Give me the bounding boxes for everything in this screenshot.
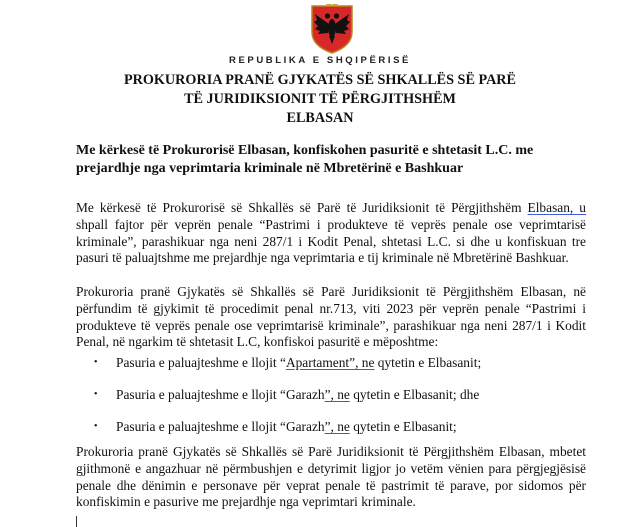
republic-title: REPUBLIKA E SHQIPËRISË [229, 55, 411, 66]
list-item-text: Pasuria e paluajteshme e llojit “ [116, 355, 286, 370]
press-release-headline: Me kërkesë të Prokurorisë Elbasan, konfiskohen pasuritë e shtetasit L.C. me prejardhje nga veprimtaria kriminale në Mbretërinë e Bashkuar [76, 143, 534, 176]
bullet-icon: • [94, 389, 98, 400]
bullet-icon: • [94, 357, 98, 368]
spellcheck-underlined-text: Elbasan, u [527, 200, 587, 215]
albanian-eagle-emblem-icon [309, 4, 355, 54]
list-item-text: Pasuria e paluajteshme e llojit “ [116, 387, 286, 402]
office-line-3: ELBASAN [286, 110, 354, 126]
paragraph-intro [76, 200, 586, 267]
office-line-2: TË JURIDIKSIONIT TË PËRGJITHSHËM [184, 91, 456, 107]
office-line-1: PROKURORIA PRANË GJYKATËS SË SHKALLËS SË PARË [123, 72, 517, 88]
spellcheck-underlined-text: ”, ne [324, 419, 350, 434]
paragraph-confiscation: Prokuroria pranë Gjykatës së Shkallës së Parë Juridiksionit të Përgjithshëm Elbasan, në përfundim të gjykimit të procedimit penal nr.713, viti 2023 për veprën penale “Pastrimi i produkteve të veprës penale ose veprimtarisë kriminale”, parashikuar nga neni 287/1 i Kodit Penal, në ngarkim të shtetasit L.C, konfiskoi pasuritë e mëposhtme: [76, 284, 586, 350]
spellcheck-underlined-text: ”, ne [324, 387, 350, 402]
property-type: Apartament [285, 355, 350, 370]
property-type: Garazh [285, 387, 325, 402]
list-item-text: Pasuria e paluajteshme e llojit “ [116, 419, 286, 434]
paragraph-intro-before: Me kërkesë të Prokurorisë së Shkallës së Parë të Juridiksionit të Përgjithshëm [76, 200, 528, 215]
list-item-location: qytetin e Elbasanit; dhe [349, 387, 480, 402]
paragraph-closing: Prokuroria pranë Gjykatës së Shkallës së Parë Juridiksionit të Përgjithshëm Elbasan, mbetet gjithmonë e angazhuar në përmbushjen e detyrimit ligjor jo vetëm vënien para përgjegjësisë penale dhe dënimin e personave për veprat penale të pastrimit të parave, por sidomos për konfiskimin e pasurive me prejardhje nga veprimtari kriminale. [76, 444, 586, 510]
office-name [0, 71, 640, 128]
bullet-icon: • [94, 421, 98, 432]
text-cursor[interactable] [76, 516, 77, 527]
list-item-location: qytetin e Elbasanit; [349, 419, 457, 434]
list-item-location: qytetin e Elbasanit; [374, 355, 482, 370]
property-type: Garazh [285, 419, 325, 434]
paragraph-intro-after: shpall fajtor për veprën penale “Pastrimi i produkteve të veprës penale ose veprimtarisë kriminale”, parashikuar nga neni 287/1 i Kodit Penal, shtetasi L.C. si dhe u konfiskuan tre pasuri të paluajtshme me prejardhje nga veprimtaria e tij kriminale në Mbretërinë Bashkuar. [76, 216, 586, 266]
spellcheck-underlined-text: ”, ne [349, 355, 375, 370]
